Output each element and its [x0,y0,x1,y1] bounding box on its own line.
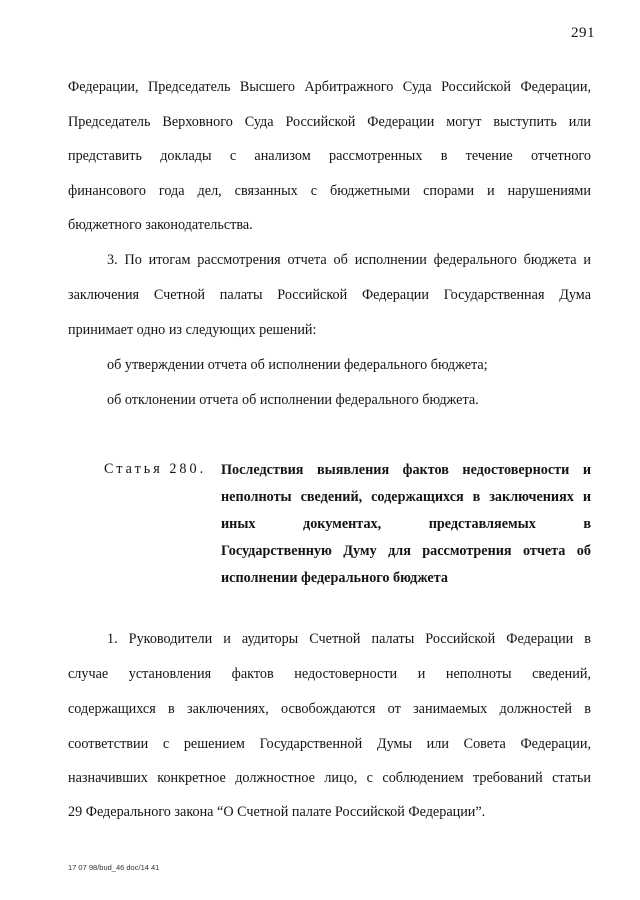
paragraph-line: представить доклады с анализом рассмотренных в течение отчетного [68,148,591,164]
decision-option: об отклонении отчета об исполнении федерального бюджета. [107,392,479,408]
page-number: 291 [571,25,595,41]
paragraph-line: Председатель Верховного Суда Российской Федерации могут выступить или [68,114,591,130]
paragraph-line: случае установления фактов недостоверности и неполноты сведений, [68,666,591,682]
paragraph-line: 1. Руководители и аудиторы Счетной палаты Российской Федерации в [107,631,591,647]
paragraph-line: 29 Федерального закона “О Счетной палате Российской Федерации”. [68,804,486,820]
paragraph-line: финансового года дел, связанных с бюджетными спорами и нарушениями [68,183,591,199]
paragraph-line: назначивших конкретное должностное лицо, с соблюдением требований статьи [68,770,591,786]
paragraph-line: принимает одно из следующих решений: [68,322,317,338]
paragraph-line: соответствии с решением Государственной Думы или Совета Федерации, [68,736,591,752]
heading-line: исполнении федерального бюджета [221,570,448,586]
paragraph-line: Федерации, Председатель Высшего Арбитражного Суда Российской Федерации, [68,79,591,95]
heading-line: Последствия выявления фактов недостоверности и [221,462,591,478]
paragraph-line: заключения Счетной палаты Российской Федерации Государственная Дума [68,287,591,303]
paragraph-line: 3. По итогам рассмотрения отчета об исполнении федерального бюджета и [107,252,591,268]
heading-line: Государственную Думу для рассмотрения отчета об [221,543,591,559]
paragraph-line: содержащихся в заключениях, освобождаются от занимаемых должностей в [68,701,591,717]
paragraph-line: бюджетного законодательства. [68,217,253,233]
footer-file-stamp: 17 07 98/bud_46 doc/14 41 [68,863,160,872]
article-label: Статья 280. [104,461,207,477]
heading-line: неполноты сведений, содержащихся в заключениях и [221,489,591,505]
heading-line: иных документах, представляемых в [221,516,591,532]
decision-option: об утверждении отчета об исполнении федерального бюджета; [107,357,488,373]
